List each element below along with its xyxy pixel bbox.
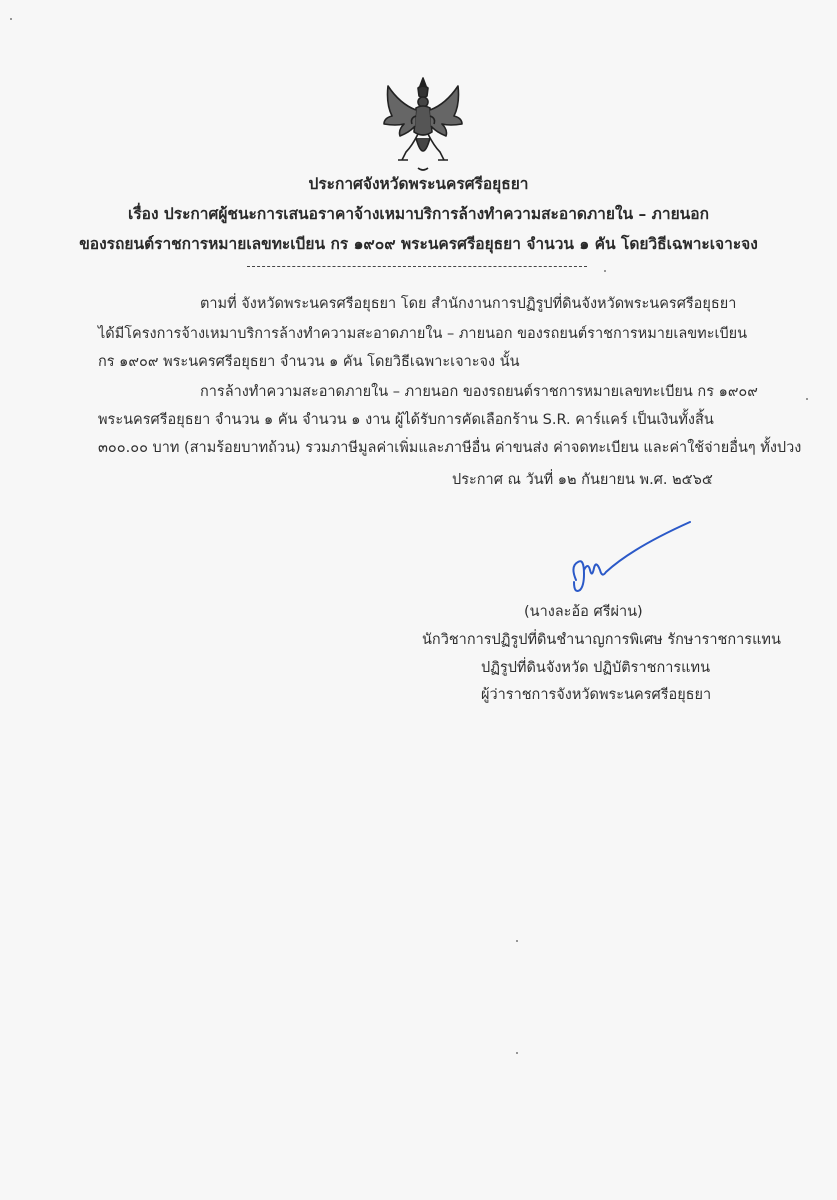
scan-speck [604,270,606,272]
announcement-subject-line-2: ของรถยนต์ราชการหมายเลขทะเบียน กร ๑๙๐๙ พระนครศรีอยุธยา จำนวน ๑ คัน โดยวิธีเฉพาะเจาะจง [79,235,758,253]
scan-speck [516,1052,518,1054]
header-divider [247,266,587,267]
paragraph-1-line: ได้มีโครงการจ้างเหมาบริการล้างทำความสะอาดภายใน – ภายนอก ของรถยนต์ราชการหมายเลขทะเบียน [98,326,748,342]
garuda-emblem-icon [380,74,466,174]
signatory-position-line-3: ผู้ว่าราชการจังหวัดพระนครศรีอยุธยา [481,687,712,703]
announcement-date: ประกาศ ณ วันที่ ๑๒ กันยายน พ.ศ. ๒๕๖๕ [452,472,713,488]
signatory-position-line-1: นักวิชาการปฏิรูปที่ดินชำนาญการพิเศษ รักษาราชการแทน [422,632,781,648]
paragraph-2-line: พระนครศรีอยุธยา จำนวน ๑ คัน จำนวน ๑ งาน ผู้ได้รับการคัดเลือกร้าน S.R. คาร์แคร์ เป็นเงินทั้งสิ้น [98,412,714,428]
paragraph-2-line: การล้างทำความสะอาดภายใน – ภายนอก ของรถยนต์ราชการหมายเลขทะเบียน กร ๑๙๐๙ [200,384,758,400]
signatory-name: (นางละอ้อ ศรีผ่าน) [524,604,643,620]
announcement-subject-line-1: เรื่อง ประกาศผู้ชนะการเสนอราคาจ้างเหมาบริการล้างทำความสะอาดภายใน – ภายนอก [128,205,709,223]
scan-speck [806,398,808,400]
paragraph-1-line: กร ๑๙๐๙ พระนครศรีอยุธยา จำนวน ๑ คัน โดยวิธีเฉพาะเจาะจง นั้น [98,354,520,370]
paragraph-2-line: ๓๐๐.๐๐ บาท (สามร้อยบาทถ้วน) รวมภาษีมูลค่าเพิ่มและภาษีอื่น ค่าขนส่ง ค่าจดทะเบียน และค่าใช้จ่ายอื่นๆ ทั้งปวง [98,440,802,456]
scan-speck [516,940,518,942]
scan-speck [10,18,12,20]
handwritten-signature [562,518,702,608]
signatory-position-line-2: ปฏิรูปที่ดินจังหวัด ปฏิบัติราชการแทน [481,660,710,676]
announcement-title: ประกาศจังหวัดพระนครศรีอยุธยา [308,175,529,193]
paragraph-1-line: ตามที่ จังหวัดพระนครศรีอยุธยา โดย สำนักงานการปฏิรูปที่ดินจังหวัดพระนครศรีอยุธยา [200,296,737,312]
